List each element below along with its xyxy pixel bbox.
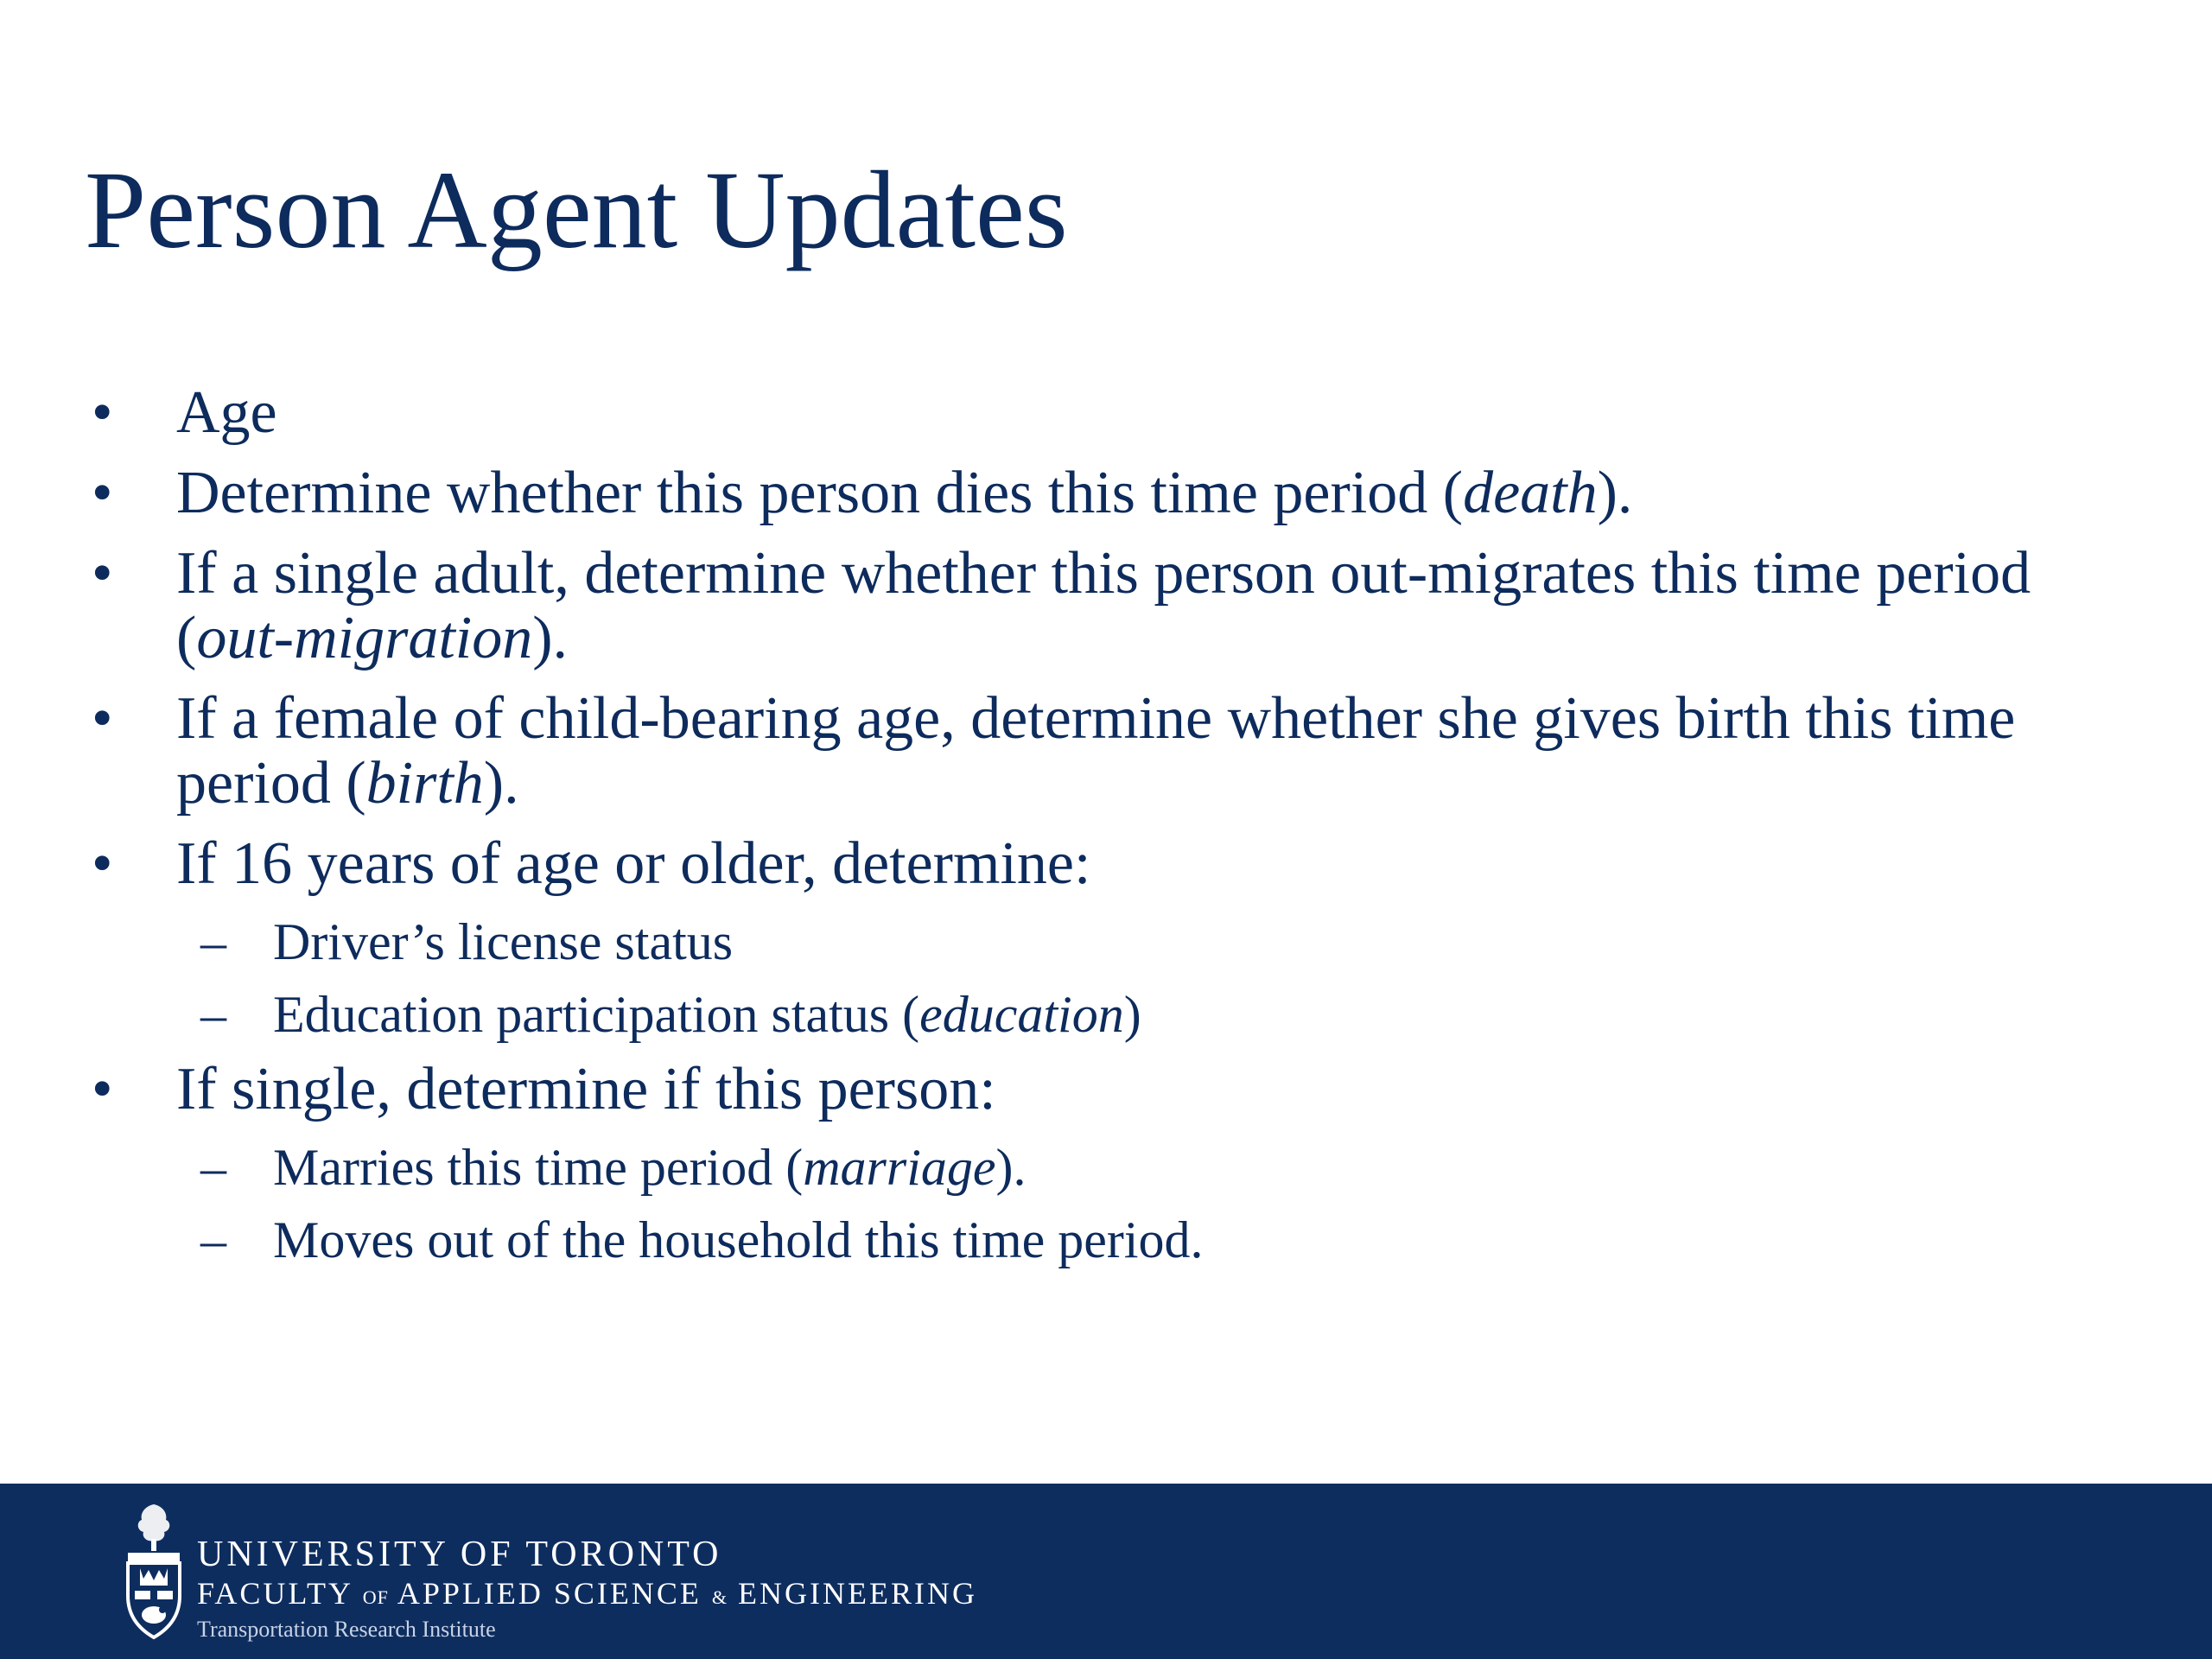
bullet-text-run: Education participation status ( xyxy=(273,986,920,1043)
bullet-text-run: Marries this time period ( xyxy=(273,1139,804,1196)
faculty-name xyxy=(197,1575,977,1616)
faculty-name-of: OF xyxy=(362,1586,389,1608)
bullet-marker: • xyxy=(92,460,113,526)
bullet-text xyxy=(273,1211,1204,1268)
bullet-text-run: ) xyxy=(1123,986,1141,1043)
bullet-text-run: If a single adult, determine whether this person out-migrates this time period ( xyxy=(176,540,2031,671)
bullet-item xyxy=(85,461,2158,525)
bullet-text-emphasis: death xyxy=(1463,460,1598,526)
bullet-item xyxy=(85,541,2158,671)
bullet-text xyxy=(176,1056,996,1122)
bullet-text-run: ). xyxy=(995,1139,1027,1196)
bullet-text-run: Moves out of the household this time period. xyxy=(273,1211,1204,1268)
faculty-name-amp: & xyxy=(711,1586,728,1608)
slide-title: Person Agent Updates xyxy=(85,149,1068,271)
footer-banner xyxy=(0,1484,2212,1659)
bullet-list xyxy=(85,380,2158,1282)
bullet-text-run: If a female of child-bearing age, determine whether she gives birth this time period ( xyxy=(176,685,2016,817)
dash-marker: – xyxy=(200,1139,226,1196)
bullet-text-run: Driver’s license status xyxy=(273,913,734,970)
bullet-text xyxy=(273,1139,1027,1196)
bullet-text-run: If 16 years of age or older, determine: xyxy=(176,830,1091,897)
faculty-name-part-2: APPLIED SCIENCE xyxy=(397,1576,702,1611)
bullet-text xyxy=(273,913,733,970)
bullet-text xyxy=(176,540,2031,671)
bullet-marker: • xyxy=(92,1056,113,1122)
dash-marker: – xyxy=(200,913,226,970)
dash-marker: – xyxy=(200,986,226,1043)
bullet-text-run: ). xyxy=(532,605,569,671)
bullet-text-run: Determine whether this person dies this time period ( xyxy=(176,460,1464,526)
bullet-marker: • xyxy=(92,830,113,897)
bullet-text-emphasis: out-migration xyxy=(196,605,533,671)
faculty-name-part-3: ENGINEERING xyxy=(738,1576,977,1611)
university-crest-icon xyxy=(121,1501,187,1648)
bullet-text-run: If single, determine if this person: xyxy=(176,1056,996,1122)
bullet-text-emphasis: birth xyxy=(365,750,484,817)
bullet-marker: • xyxy=(92,540,113,607)
bullet-text xyxy=(176,460,1632,526)
dash-marker: – xyxy=(200,1211,226,1268)
bullet-item xyxy=(85,1057,2158,1122)
institute-name: Transportation Research Institute xyxy=(197,1617,496,1642)
bullet-text-emphasis: education xyxy=(919,986,1124,1043)
bullet-text-run: ). xyxy=(483,750,519,817)
bullet-marker: • xyxy=(92,379,113,446)
sub-bullet-item xyxy=(85,912,2158,972)
bullet-item xyxy=(85,380,2158,445)
faculty-name-part-1: FACULTY xyxy=(197,1576,353,1611)
bullet-text-emphasis: marriage xyxy=(803,1139,996,1196)
sub-bullet-item xyxy=(85,984,2158,1045)
bullet-item xyxy=(85,686,2158,816)
bullet-text xyxy=(273,986,1141,1043)
bullet-item xyxy=(85,831,2158,896)
sub-bullet-item xyxy=(85,1210,2158,1270)
bullet-text-run: Age xyxy=(176,379,277,446)
sub-bullet-item xyxy=(85,1137,2158,1198)
bullet-text-run: ). xyxy=(1597,460,1633,526)
bullet-marker: • xyxy=(92,685,113,752)
university-name: UNIVERSITY OF TORONTO xyxy=(197,1535,722,1574)
bullet-text xyxy=(176,379,277,446)
bullet-text xyxy=(176,685,2015,817)
bullet-text xyxy=(176,830,1090,897)
